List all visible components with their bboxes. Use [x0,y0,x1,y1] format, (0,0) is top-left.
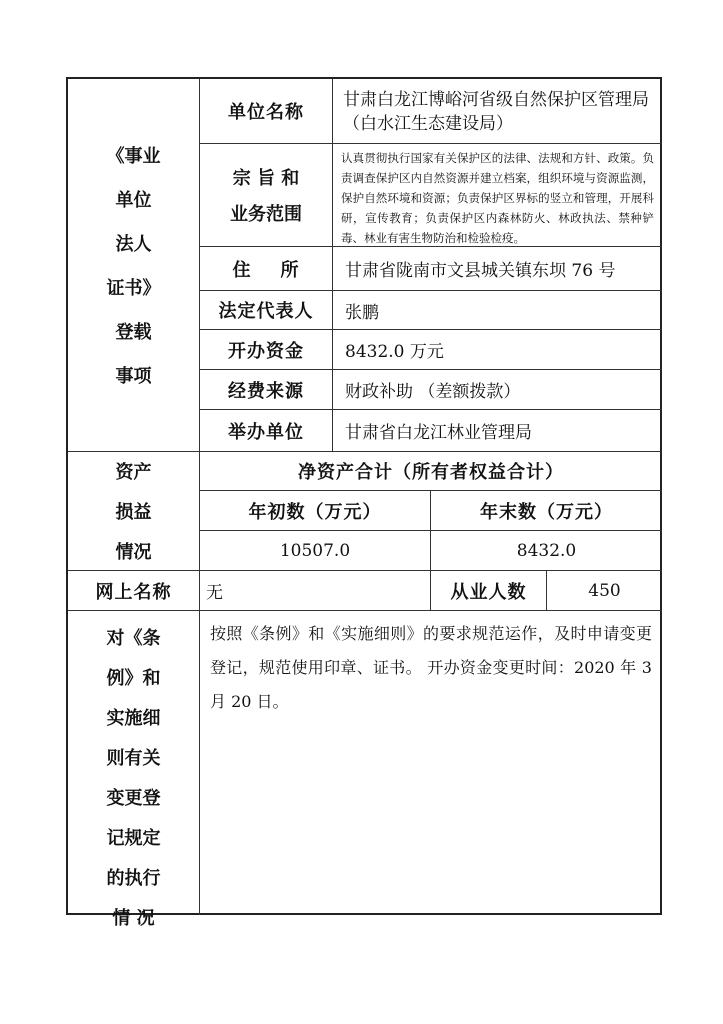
section1-title-line: 事项 [115,366,152,387]
year-start-label: 年初数（万元） [248,501,382,523]
funding-label: 经费来源 [228,380,304,402]
section4-title-line: 例》和 [106,668,161,689]
section1-title [68,79,199,451]
section4-title-line: 则有关 [106,748,161,769]
address-label: 住 所 [232,259,300,281]
online-name-value: 无 [206,583,223,603]
purpose-scope-label-line: 宗 旨 和 [232,168,300,189]
capital-value: 8432.0 万元 [345,342,444,362]
purpose-scope-label [200,144,332,246]
unit-name-label: 单位名称 [228,102,304,123]
section4-title-line: 记规定 [106,828,161,849]
section1-title-line: 证书》 [106,278,161,299]
address-value: 甘肃省陇南市文县城关镇东坝 76 号 [345,261,616,281]
unit-name-line: （白水江生态建设局） [343,114,513,134]
section4-title-line: 实施细 [106,708,161,729]
section1-title-line: 《事业 [106,146,161,167]
execution-status-text: 按照《条例》和《实施细则》的要求规范运作，及时申请变更登记，规范使用印章、证书。 开办资金变更时间：2020 年 3 月 20 日。 [210,624,652,711]
section1-title-line: 单位 [115,190,152,211]
legal-rep-label: 法定代表人 [218,301,314,322]
staff-count-label: 从业人数 [450,581,527,603]
section1-title-line: 法人 [115,234,152,255]
funding-value: 财政补助 （差额拨款） [345,382,521,402]
year-end-value: 8432.0 [516,540,577,561]
net-assets-header: 净资产合计（所有者权益合计） [298,462,564,483]
section4-title-line: 对《条 [106,628,161,649]
purpose-scope-label-line: 业务范围 [230,204,302,225]
section2-title-line: 情况 [115,542,152,563]
year-end-label: 年末数（万元） [480,501,613,523]
section1-title-line: 登载 [115,322,152,343]
section2-title-line: 资产 [115,462,152,483]
unit-name-line: 甘肃白龙江博峪河省级自然保护区管理局 [343,90,649,110]
section2-title [68,452,199,570]
legal-rep-value: 张鹏 [345,302,379,323]
staff-count-value: 450 [588,580,621,601]
sponsor-value: 甘肃省白龙江林业管理局 [345,423,532,443]
sponsor-label: 举办单位 [228,421,304,443]
capital-label: 开办资金 [228,340,304,362]
section4-title [68,611,199,929]
unit-name-value [333,79,662,143]
purpose-scope-value: 认真贯彻执行国家有关保护区的法律、法规和方针、政策。负责调查保护区内自然资源并建立档案，组织环境与资源监测，保护自然环境和资源；负责保护区界标的竖立和管理，开展科研，宣传教育；负责保护区内森林防火、林政执法、禁种铲毒、林业有害生物防治和检验检疫。 [341,151,654,245]
registration-form-table [66,77,662,929]
online-name-label: 网上名称 [95,581,172,603]
year-start-value: 10507.0 [279,540,351,561]
section4-title-line: 情 况 [112,908,155,929]
section2-title-line: 损益 [115,502,152,523]
section4-title-line: 的执行 [106,868,161,889]
section4-title-line: 变更登 [106,788,161,809]
